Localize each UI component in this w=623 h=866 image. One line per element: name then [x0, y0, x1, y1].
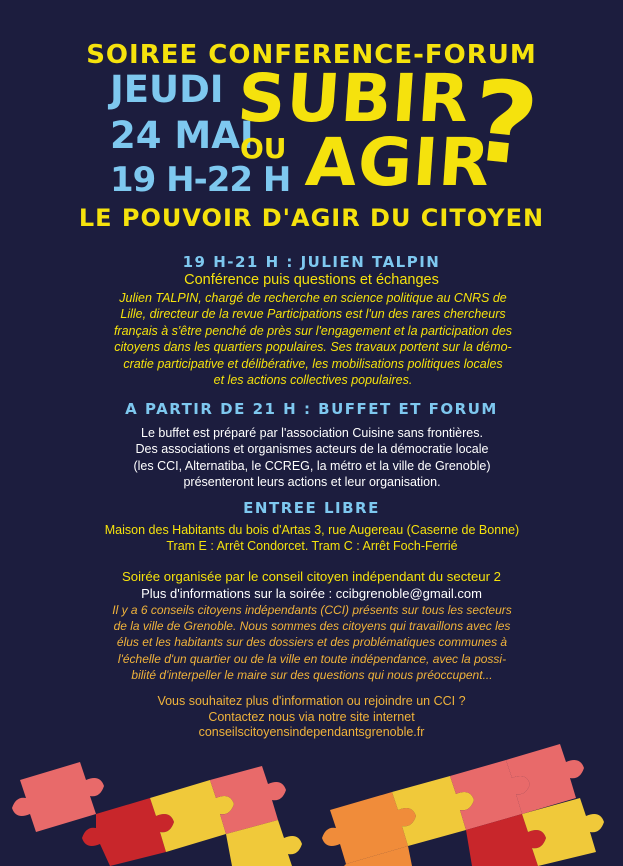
text-line: Lille, directeur de la revue Participations est l'un des rares chercheurs: [120, 307, 506, 322]
conference-heading: 19 H-21 H : JULIEN TALPIN: [182, 253, 441, 271]
cci-description: [110, 602, 514, 683]
entry-heading: ENTREE LIBRE: [243, 499, 380, 517]
title-connector-ou: OU: [240, 132, 287, 165]
text-line: Contactez nous via notre site internet: [208, 709, 415, 724]
text-line: Vous souhaitez plus d'information ou rejoindre un CCI ?: [157, 694, 466, 708]
event-date: 24 MAI: [110, 114, 254, 157]
text-line: Des associations et organismes acteurs de la démocratie locale: [135, 442, 489, 457]
text-line: élus et les habitants sur des dossiers et des problématiques communes à: [116, 635, 508, 650]
text-line: citoyens dans les quartiers populaires. Ses travaux portent sur la démo-: [114, 340, 512, 355]
text-line: Julien TALPIN, chargé de recherche en science politique au CNRS de: [119, 291, 507, 305]
event-type-heading: SOIREE CONFERENCE-FORUM: [86, 40, 537, 70]
event-day: JEUDI: [110, 68, 224, 111]
buffet-heading: A PARTIR DE 21 H : BUFFET ET FORUM: [125, 400, 498, 418]
text-line: et les actions collectives populaires.: [213, 373, 413, 388]
buffet-description: [100, 425, 524, 491]
text-line: l'échelle d'un quartier ou de la ville en toute indépendance, avec la possi-: [117, 651, 507, 666]
venue-address: [90, 522, 534, 555]
puzzle-piece-icon: [12, 762, 104, 832]
text-line: bilité d'interpeller le maire sur des questions qui nous préoccupent...: [131, 667, 493, 682]
text-line: Maison des Habitants du bois d'Artas 3, rue Augereau (Caserne de Bonne): [104, 523, 520, 537]
text-line: Il y a 6 conseils citoyens indépendants (CCI) présents sur tous les secteurs: [112, 603, 512, 617]
text-line: de la ville de Grenoble. Nous sommes des citoyens qui travaillons avec les: [113, 619, 511, 634]
join-cta: [0, 694, 623, 741]
text-line: présenteront leurs actions et leur organisation.: [183, 475, 441, 490]
text-line: Le buffet est préparé par l'association Cuisine sans frontières.: [141, 426, 483, 440]
text-line: cratie participative et délibérative, les mobilisations politiques locales: [123, 356, 503, 371]
conference-subtitle: Conférence puis questions et échanges: [184, 272, 439, 288]
text-line: Tram E : Arrêt Condorcet. Tram C : Arrêt Foch-Ferrié: [166, 539, 458, 554]
text-line: français à s'être penché de près sur l'engagement et la participation des: [113, 323, 513, 338]
text-line: (les CCI, Alternatiba, le CCREG, la métro et la ville de Grenoble): [133, 458, 491, 473]
organizer-line: Soirée organisée par le conseil citoyen indépendant du secteur 2: [121, 569, 502, 584]
event-time: 19 H-22 H: [110, 160, 291, 200]
title-word-subir: SUBIR: [235, 60, 473, 137]
contact-email-line: Plus d'informations sur la soirée : ccibgrenoble@gmail.com: [141, 586, 482, 601]
puzzle-pieces-decoration: [0, 740, 623, 866]
title-question-mark: ?: [465, 55, 544, 193]
title-word-agir: AGIR: [303, 124, 494, 201]
conference-description: [108, 290, 518, 388]
website-link[interactable]: conseilscitoyensindependantsgrenoble.fr: [198, 725, 425, 740]
event-subtitle: LE POUVOIR D'AGIR DU CITOYEN: [78, 204, 545, 232]
